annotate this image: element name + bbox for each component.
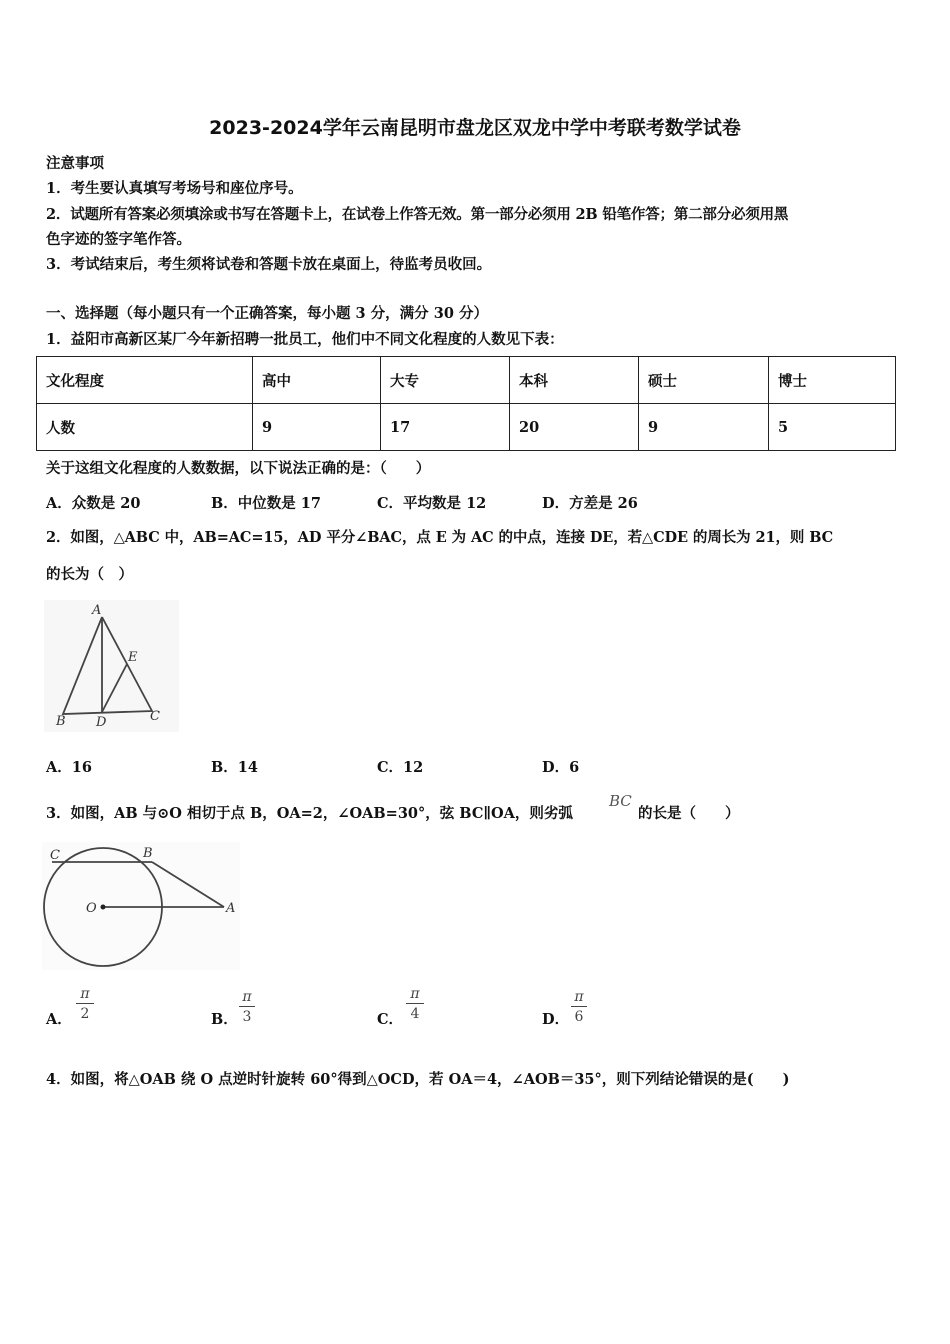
section-heading: 一、选择题（每小题只有一个正确答案，每小题 3 分，满分 30 分） — [46, 305, 488, 322]
table-cell: 文化程度 — [37, 357, 253, 404]
table-row — [37, 404, 896, 451]
q3-stem-after: 的长是（ ） — [638, 805, 740, 822]
q3-option-b-fraction — [239, 989, 255, 1025]
table-cell: 博士 — [769, 357, 896, 404]
table-cell: 5 — [769, 404, 896, 451]
center-point — [101, 905, 106, 910]
q3-stem-before: 3．如图，AB 与⊙O 相切于点 B，OA=2，∠OAB=30°，弦 BC∥OA，则劣弧 — [46, 805, 573, 822]
table-cell: 17 — [381, 404, 510, 451]
label-o: O — [86, 901, 97, 916]
label-c: C — [50, 848, 60, 863]
q3-circle-figure — [42, 842, 240, 970]
fraction-denominator: 3 — [242, 1009, 252, 1025]
table-cell: 人数 — [37, 404, 253, 451]
notice-item-2-line-2: 色字迹的签字笔作答。 — [46, 231, 191, 248]
label-d: D — [96, 715, 107, 730]
q1-option-b: B．中位数是 17 — [211, 495, 321, 512]
q2-triangle-figure — [44, 600, 179, 732]
q1-option-d: D．方差是 26 — [542, 495, 638, 512]
label-a: A — [92, 603, 102, 618]
fraction-numerator: π — [406, 986, 424, 1004]
q1-question: 关于这组文化程度的人数数据，以下说法正确的是：（ ） — [46, 460, 431, 477]
notice-item-3: 3．考试结束后，考生须将试卷和答题卡放在桌面上，待监考员收回。 — [46, 256, 492, 273]
page-title: 2023-2024学年云南昆明市盘龙区双龙中学中考联考数学试卷 — [209, 117, 741, 139]
label-e: E — [128, 650, 138, 665]
table-cell: 20 — [510, 404, 639, 451]
q1-option-c: C．平均数是 12 — [377, 495, 487, 512]
q3-option-c-fraction — [406, 986, 424, 1022]
q3-option-b-letter: B． — [211, 1011, 238, 1028]
q1-option-a: A．众数是 20 — [46, 495, 141, 512]
notice-item-2-line-1: 2．试题所有答案必须填涂或书写在答题卡上，在试卷上作答无效。第一部分必须用 2B 铅笔作答；第二部分必须用黑 — [46, 206, 789, 223]
q2-stem-line-2: 的长为（ ） — [46, 566, 133, 583]
q3-option-d-fraction — [571, 989, 587, 1025]
q1-table — [36, 356, 896, 451]
table-cell: 本科 — [510, 357, 639, 404]
q3-arc-bc: BC — [609, 792, 632, 810]
table-cell: 大专 — [381, 357, 510, 404]
q3-option-a-fraction — [76, 986, 94, 1022]
q2-option-d: D．6 — [542, 759, 580, 776]
fraction-denominator: 6 — [574, 1009, 584, 1025]
fraction-numerator: π — [76, 986, 94, 1004]
table-cell: 硕士 — [639, 357, 769, 404]
table-cell: 9 — [639, 404, 769, 451]
table-cell: 9 — [253, 404, 381, 451]
fraction-numerator: π — [239, 989, 255, 1007]
label-b: B — [143, 846, 153, 861]
notice-heading: 注意事项 — [46, 155, 104, 172]
table-cell: 高中 — [253, 357, 381, 404]
label-b: B — [56, 714, 66, 729]
q4-stem: 4．如图，将△OAB 绕 O 点逆时针旋转 60°得到△OCD，若 OA＝4，∠AOB＝35°，则下列结论错误的是( ) — [46, 1071, 790, 1088]
label-a: A — [226, 901, 236, 916]
q2-option-b: B．14 — [211, 759, 258, 776]
notice-item-1: 1．考生要认真填写考场号和座位序号。 — [46, 180, 303, 197]
fraction-denominator: 4 — [410, 1006, 420, 1022]
fraction-denominator: 2 — [80, 1006, 90, 1022]
label-c: C — [150, 709, 160, 724]
q3-option-a-letter: A． — [46, 1011, 72, 1028]
table-header-row — [37, 357, 896, 404]
q1-stem: 1．益阳市高新区某厂今年新招聘一批员工，他们中不同文化程度的人数见下表： — [46, 331, 564, 348]
q2-stem-line-1: 2．如图，△ABC 中，AB=AC=15，AD 平分∠BAC，点 E 为 AC 的中点，连接 DE，若△CDE 的周长为 21，则 BC — [46, 529, 834, 546]
q3-option-d-letter: D． — [542, 1011, 570, 1028]
fraction-numerator: π — [571, 989, 587, 1007]
q2-option-c: C．12 — [377, 759, 424, 776]
q3-option-c-letter: C． — [377, 1011, 404, 1028]
q2-option-a: A．16 — [46, 759, 92, 776]
